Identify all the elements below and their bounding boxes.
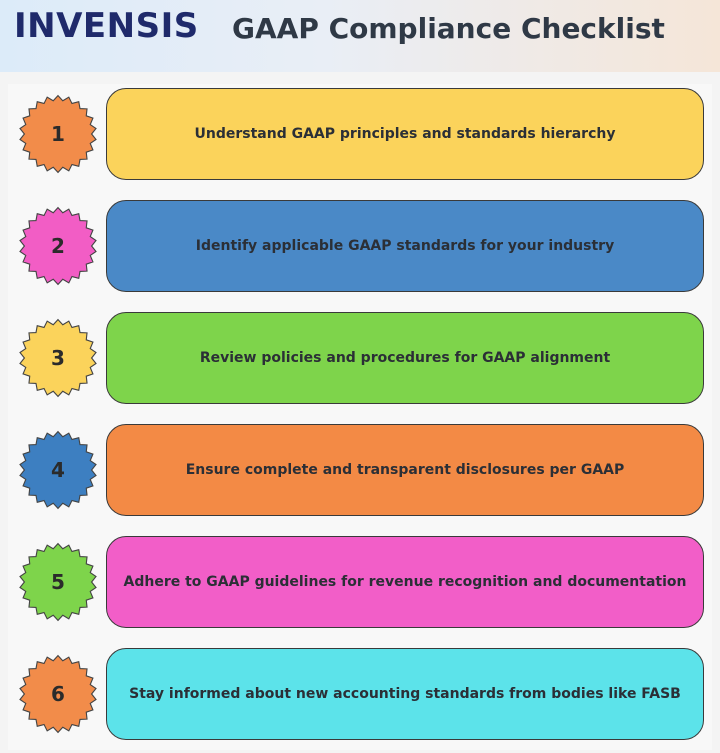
step-text: Identify applicable GAAP standards for your industry [195, 238, 615, 254]
step-text: Ensure complete and transparent disclosures per GAAP [185, 462, 625, 478]
checklist-item-5 [8, 532, 712, 632]
step-text: Stay informed about new accounting standards from bodies like FASB [129, 686, 681, 702]
checklist-item-2 [8, 196, 712, 296]
step-badge-2 [18, 206, 98, 286]
step-number: 5 [51, 570, 65, 594]
step-badge-6 [18, 654, 98, 734]
brand-logo: INVENSIS [14, 6, 199, 46]
step-number: 3 [51, 346, 65, 370]
step-card [106, 312, 704, 404]
checklist-item-1 [8, 84, 712, 184]
step-badge-3 [18, 318, 98, 398]
step-text: Adhere to GAAP guidelines for revenue recognition and documentation [123, 574, 687, 590]
step-badge-1 [18, 94, 98, 174]
step-card [106, 200, 704, 292]
step-text: Review policies and procedures for GAAP alignment [199, 350, 611, 366]
checklist [8, 84, 712, 750]
step-text: Understand GAAP principles and standards hierarchy [194, 126, 616, 142]
step-number: 2 [51, 234, 65, 258]
header [0, 0, 720, 72]
checklist-item-3 [8, 308, 712, 408]
step-number: 1 [51, 122, 65, 146]
checklist-item-4 [8, 420, 712, 520]
step-card [106, 424, 704, 516]
step-card [106, 88, 704, 180]
step-badge-4 [18, 430, 98, 510]
page-title: GAAP Compliance Checklist [232, 12, 665, 45]
step-number: 4 [51, 458, 65, 482]
checklist-item-6 [8, 644, 712, 744]
step-number: 6 [51, 682, 65, 706]
step-card [106, 648, 704, 740]
step-badge-5 [18, 542, 98, 622]
step-card [106, 536, 704, 628]
